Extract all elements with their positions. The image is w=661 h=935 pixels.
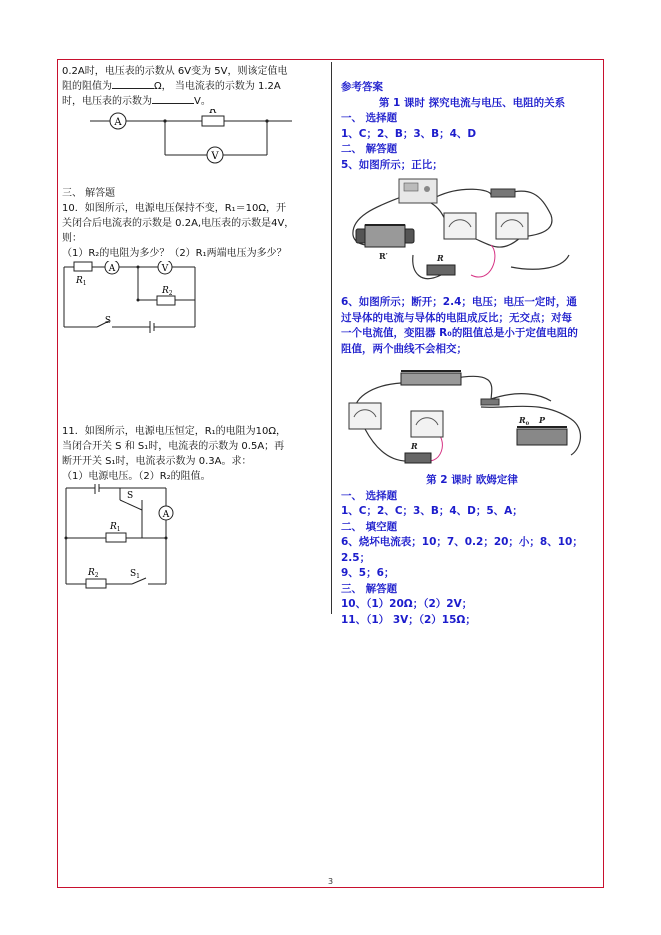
r2-label: $R_2$ [88, 568, 99, 579]
voltmeter-label: V [211, 151, 219, 162]
answer-blank-2 [152, 94, 194, 104]
l1-q6-line-1: 6、如图所示；断开；2.4；电压；电压一定时，通 [341, 296, 577, 308]
slider-p-label: P [539, 415, 546, 425]
q11-line-1: 11．如图所示，电源电压恒定，R₁的电阻为10Ω， [62, 426, 287, 437]
q9-line-1: 0.2A时，电压表的示数从 6V变为 5V，则该定值电 [62, 66, 288, 77]
left-column [62, 64, 326, 599]
l2-section3-heading: 三、 解答题 [341, 582, 398, 595]
ammeter-label: A [108, 264, 116, 274]
resistor-photo-label: R [437, 253, 444, 263]
l2-fill-line-3: 9、5；6； [341, 567, 395, 579]
switch-label: S [104, 316, 112, 326]
q10-line-4: （1）R₂的电阻为多少？（2）R₁两端电压为多少？ [62, 248, 287, 259]
right-column [341, 80, 603, 628]
column-divider [331, 62, 332, 614]
r1-label: $R_1$ [76, 276, 87, 287]
l1-choice-answers: 1、C；2、B；3、B；4、D [341, 127, 477, 140]
lesson1-title: 第 1 课时 探究电流与电压、电阻的关系 [378, 96, 566, 109]
q5-experiment-photo [341, 175, 603, 293]
r2-label: $R_2$ [162, 286, 173, 297]
resistor-photo-label: R [411, 441, 418, 451]
lesson2-title: 第 2 课时 欧姆定律 [426, 474, 518, 486]
q11-line-2: 当闭合开关 S 和 S₁时，电流表的示数为 0.5A；再 [62, 441, 285, 452]
l2-q10-answer: 10、（1）20Ω；（2）2V； [341, 598, 473, 610]
section-3-heading: 三、 解答题 [62, 188, 116, 199]
q6-experiment-photo [341, 359, 603, 471]
q11-circuit-diagram [62, 484, 326, 594]
q11-line-4: （1）电源电压。（2）R₂的阻值。 [62, 471, 211, 482]
q9-line-3: 时，电压表的示数为 V。 [62, 96, 211, 107]
q10-line-2: 关闭合后电流表的示数是 0.2A,电压表的示数是4V， [62, 218, 295, 229]
rheostat-label: R′ [379, 251, 388, 261]
voltmeter-label: V [161, 264, 169, 274]
l2-fill-line-1: 6、烧坏电流表；10；7、0.2；20；小；8、10； [341, 536, 583, 548]
switch-s-label: S [127, 491, 134, 501]
ammeter-label: A [114, 117, 122, 128]
l2-section2-heading: 二、 填空题 [341, 520, 398, 533]
r1-label: $R_1$ [110, 522, 121, 533]
q10-line-1: 10．如图所示，电源电压保持不变，R₁＝10Ω，开 [62, 203, 287, 214]
l2-section1-heading: 一、 选择题 [341, 489, 398, 502]
l1-q6-line-2: 过导体的电流与导体的电阻成反比；无交点；对每 [341, 311, 572, 324]
reference-answers-title: 参考答案 [341, 81, 383, 93]
r0-label: $R_0$ [519, 415, 530, 427]
switch-s1-label: $S_1$ [130, 569, 140, 580]
l1-q6-line-4: 阻值，两个曲线不会相交； [341, 342, 467, 355]
q10-line-3: 则： [62, 233, 82, 244]
resistor-label: R [209, 109, 217, 116]
q10-circuit-diagram [62, 261, 326, 341]
l1-q5-answer: 5、如图所示；正比； [341, 158, 443, 171]
l2-choice-answers: 1、C；2、C；3、B；4、D；5、A； [341, 505, 523, 517]
ammeter-label: A [162, 510, 170, 520]
l2-fill-line-2: 2.5； [341, 551, 371, 564]
l1-section1-heading: 一、 选择题 [341, 112, 398, 124]
page-number: 3 [327, 877, 334, 886]
q9-circuit-diagram [62, 109, 326, 179]
l1-q6-line-3: 一个电流值，变阻器 R₀的阻值总是小于定值电阻的 [341, 327, 578, 339]
l2-q11-answer: 11、（1） 3V；（2）15Ω； [341, 613, 476, 626]
q9-line-2: 阻的阻值为 Ω， 当电流表的示数为 1.2A [62, 81, 281, 92]
l1-section2-heading: 二、 解答题 [341, 143, 398, 155]
answer-blank-1 [112, 79, 154, 89]
q11-line-3: 断开开关 S₁时，电流表示数为 0.3A。求： [62, 456, 252, 467]
